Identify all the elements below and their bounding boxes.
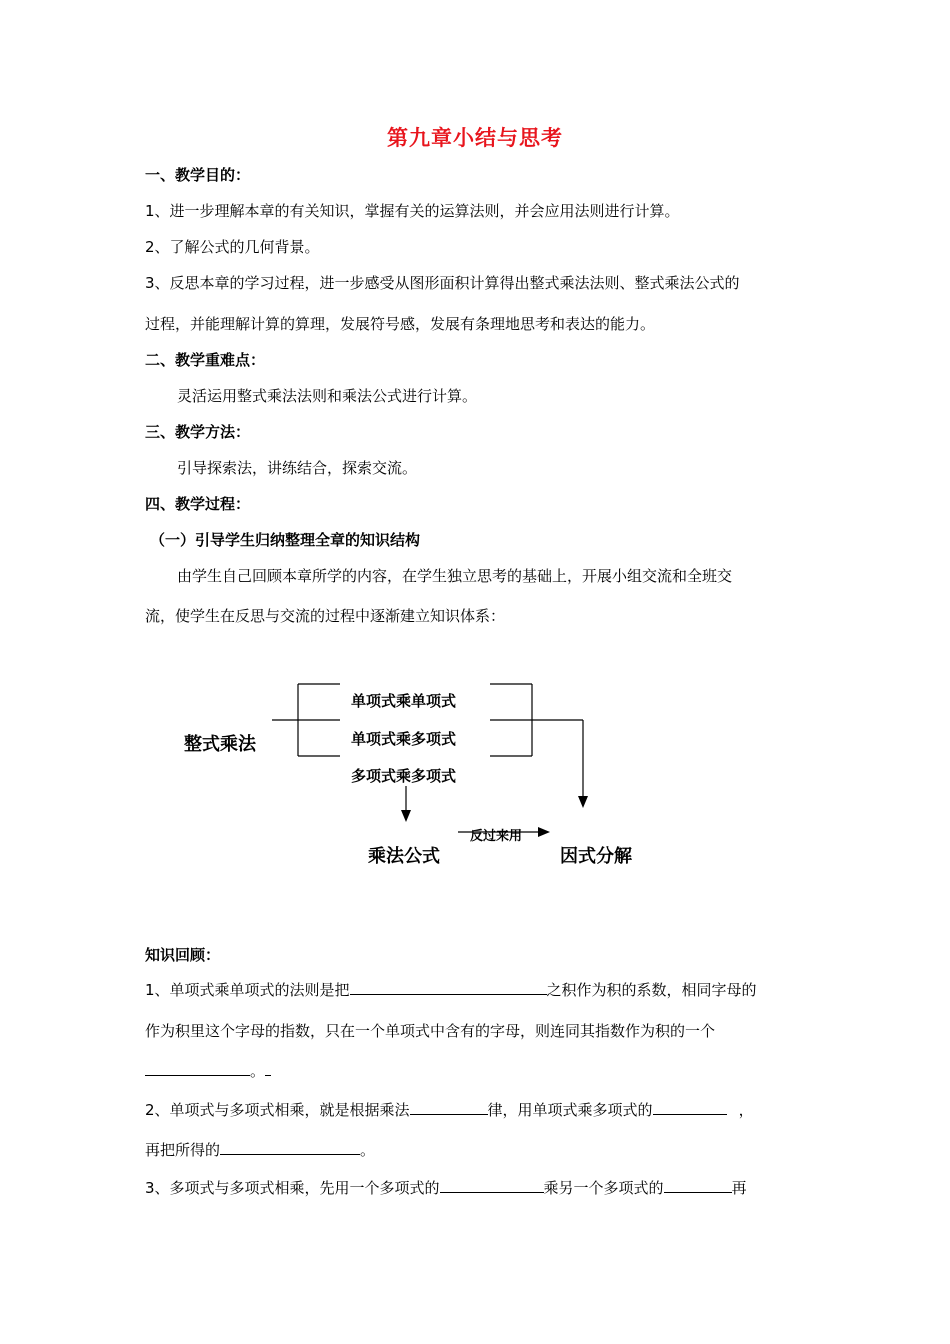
review-q2-text-b: 律，用单项式乘多项式的 <box>487 1101 653 1119</box>
review-q1-line-1 <box>145 979 757 1000</box>
process-line-1: 由学生自己回顾本章所学的内容，在学生独立思考的基础上，开展小组交流和全班交 <box>177 567 733 585</box>
review-q1-line-3 <box>145 1060 271 1081</box>
arrow-to-factor-head <box>578 796 588 808</box>
methods-text: 引导探索法，讲练结合，探索交流。 <box>177 459 418 477</box>
section-heading-methods: 三、教学方法： <box>145 423 251 441</box>
review-q3-line-1 <box>145 1177 747 1198</box>
diagram-reverse-label: 反过来用 <box>470 829 523 844</box>
review-q1-end: 。 <box>250 1062 266 1080</box>
objective-3-line-1: 3、反思本章的学习过程，进一步感受从图形面积计算得出整式乘法法则、整式乘法公式的 <box>145 274 740 292</box>
review-q1-text-b: 之积作为积的系数，相同字母的 <box>546 981 757 999</box>
diagram-root-label: 整式乘法 <box>184 734 256 755</box>
reverse-arrow-head <box>538 827 550 837</box>
review-q3-text-c: 再 <box>731 1179 747 1197</box>
review-q2-text-d: 再把所得的 <box>145 1141 221 1159</box>
objective-1: 1、进一步理解本章的有关知识，掌握有关的运算法则，并会应用法则进行计算。 <box>145 202 680 220</box>
process-line-2: 流，使学生在反思与交流的过程中逐渐建立知识体系： <box>145 607 506 625</box>
diagram-item-1: 单项式乘单项式 <box>351 692 457 710</box>
review-heading: 知识回顾： <box>145 946 221 964</box>
fill-blank-6[interactable] <box>440 1178 544 1193</box>
section-heading-key-points: 二、教学重难点： <box>145 351 266 369</box>
review-q2-text-e: 。 <box>360 1141 376 1159</box>
subsection-heading: （一）引导学生归纳整理全章的知识结构 <box>150 531 421 549</box>
review-q2-text-c: ， <box>738 1101 754 1119</box>
review-q2-text-a: 2、单项式与多项式相乘，就是根据乘法 <box>145 1101 410 1119</box>
review-q1-text-a: 1、单项式乘单项式的法则是把 <box>145 981 350 999</box>
review-q2-line-2 <box>145 1139 375 1160</box>
section-heading-process: 四、教学过程： <box>145 495 251 513</box>
review-q1-line-2: 作为积里这个字母的指数，只在一个单项式中含有的字母，则连同其指数作为积的一个 <box>145 1022 716 1040</box>
page-title: 第九章小结与思考 <box>387 126 563 150</box>
diagram-formula-label: 乘法公式 <box>368 846 440 867</box>
objective-3-line-2: 过程，并能理解计算的算理，发展符号感，发展有条理地思考和表达的能力。 <box>145 315 656 333</box>
fill-blank-1[interactable] <box>350 980 547 995</box>
fill-blank-4[interactable] <box>653 1100 727 1115</box>
fill-blank-5[interactable] <box>220 1140 360 1155</box>
diagram-factor-label: 因式分解 <box>560 846 632 867</box>
review-q2-line-1 <box>145 1099 754 1120</box>
arrow-to-formula-head <box>401 810 411 822</box>
fill-blank-3[interactable] <box>410 1100 488 1115</box>
objective-2: 2、了解公式的几何背景。 <box>145 238 320 256</box>
section-heading-objectives: 一、教学目的： <box>145 166 251 184</box>
fill-blank-2[interactable] <box>145 1061 250 1076</box>
diagram-item-2: 单项式乘多项式 <box>351 730 457 748</box>
fill-blank-2-tail <box>265 1061 271 1076</box>
key-points-text: 灵活运用整式乘法法则和乘法公式进行计算。 <box>177 387 478 405</box>
review-q3-text-a: 3、多项式与多项式相乘，先用一个多项式的 <box>145 1179 440 1197</box>
diagram-item-3: 多项式乘多项式 <box>351 767 457 785</box>
review-q3-text-b: 乘另一个多项式的 <box>543 1179 664 1197</box>
fill-blank-7[interactable] <box>664 1178 732 1193</box>
